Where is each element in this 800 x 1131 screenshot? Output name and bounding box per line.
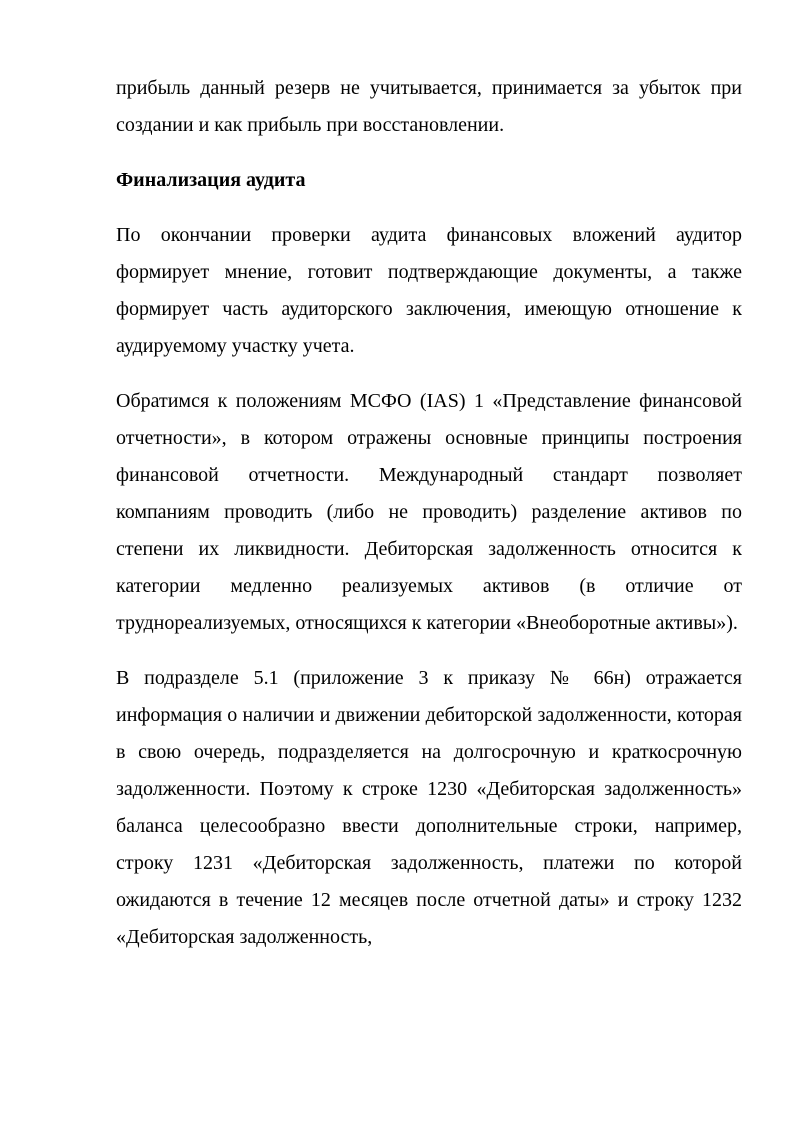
paragraph-continuation: прибыль данный резерв не учитывается, принимается за убыток при создании и как прибыль при восстановлении. xyxy=(116,77,742,136)
document-page xyxy=(116,70,742,974)
section-heading: Финализация аудита xyxy=(116,169,306,191)
paragraph-ifrs-reference: Обратимся к положениям МСФО (IAS) 1 «Представление финансовой отчетности», в котором отражены основные принципы построения финансовой отчетности. Международный стандарт позволяет компаниям проводить (либо не проводить) разделение активов по степени их ликвидности. Дебиторская задолженность относится к категории медленно реализуемых активов (в отличие от труднореализуемых, относящихся к категории «Внеоборотные активы»). xyxy=(116,390,742,634)
paragraph-subsection-5-1: В подразделе 5.1 (приложение 3 к приказу № 66н) отражается информация о наличии и движении дебиторской задолженности, которая в свою очередь, подразделяется на долгосрочную и краткосрочную задолженности. Поэтому к строке 1230 «Дебиторская задолженность» баланса целесообразно ввести дополнительные строки, например, строку 1231 «Дебиторская задолженность, платежи по которой ожидаются в течение 12 месяцев после отчетной даты» и строку 1232 «Дебиторская задолженность, xyxy=(116,667,742,948)
paragraph-audit-finalization: По окончании проверки аудита финансовых вложений аудитор формирует мнение, готовит подтверждающие документы, а также формирует часть аудиторского заключения, имеющую отношение к аудируемому участку учета. xyxy=(116,224,742,357)
